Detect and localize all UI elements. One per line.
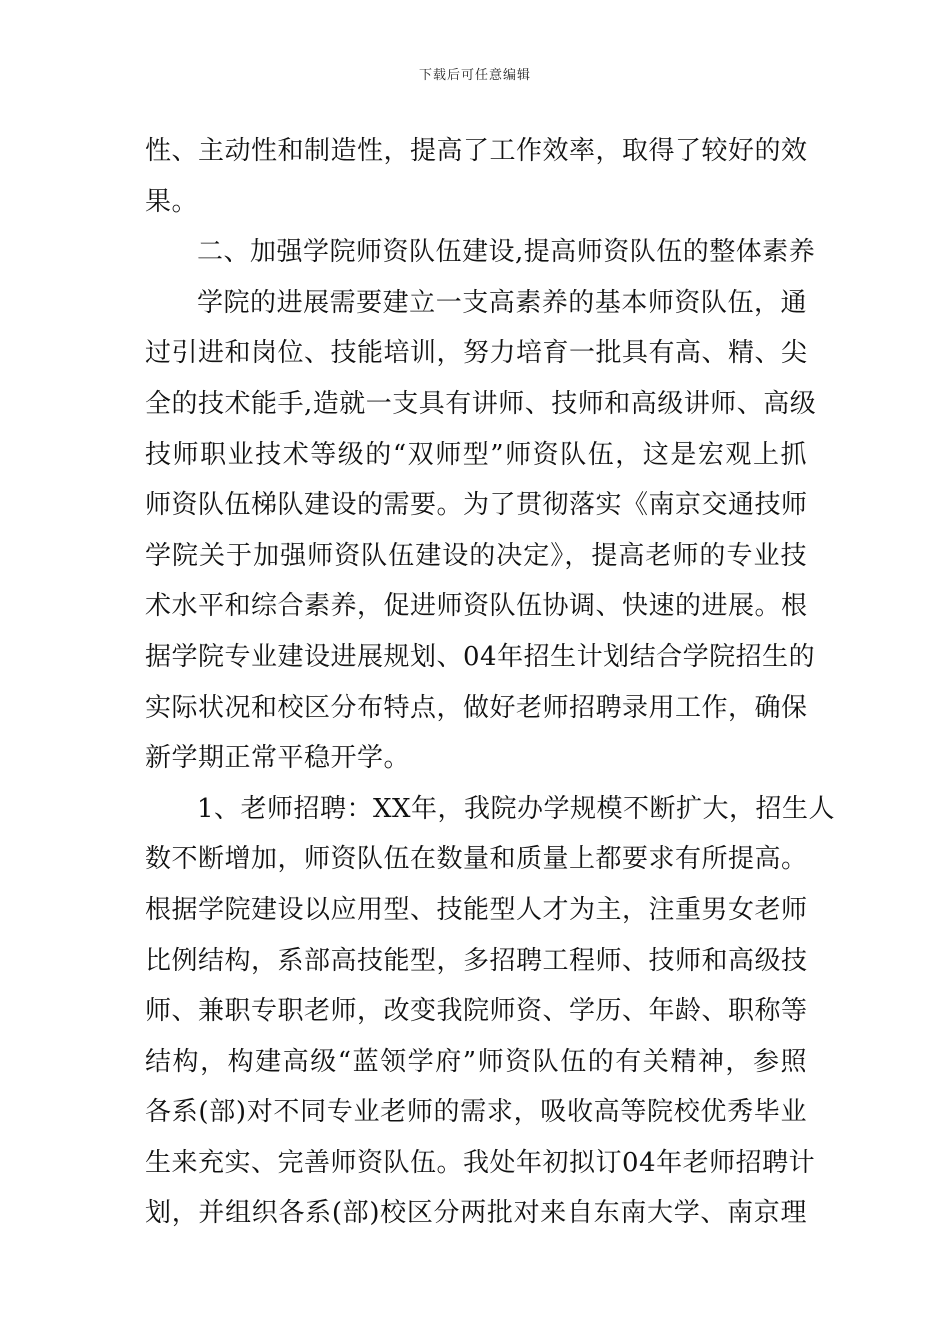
text-line: 新学期正常平稳开学。 (145, 743, 411, 774)
section-heading: 二、加强学院师资队伍建设,提高师资队伍的整体素养 (197, 237, 816, 268)
text-line: 果。 (145, 186, 199, 217)
text-line: 据学院专业建设进展规划、04年招生计划结合学院招生的 (145, 641, 816, 672)
text-line: 全的技术能手,造就一支具有讲师、技师和高级讲师、高级 (145, 388, 817, 419)
text-line: 划，并组织各系(部)校区分两批对来自东南大学、南京理 (145, 1198, 807, 1229)
page-header: 下载后可任意编辑 (418, 68, 531, 83)
document-body (145, 126, 836, 1239)
text-line: 1、老师招聘：XX年，我院办学规模不断扩大，招生人 (197, 793, 836, 824)
text-line: 根据学院建设以应用型、技能型人才为主，注重男女老师 (145, 894, 808, 925)
text-line: 生来充实、完善师资队伍。我处年初拟订04年老师招聘计 (145, 1147, 816, 1178)
text-line: 结构，构建高级“蓝领学府”师资队伍的有关精神，参照 (145, 1046, 807, 1077)
text-line: 师、兼职专职老师，改变我院师资、学历、年龄、职称等 (145, 996, 808, 1027)
text-line: 技师职业技术等级的“双师型”师资队伍，这是宏观上抓 (145, 439, 807, 470)
text-line: 术水平和综合素养，促进师资队伍协调、快速的进展。根 (145, 591, 808, 622)
text-line: 学院关于加强师资队伍建设的决定》，提高老师的专业技 (145, 540, 807, 571)
text-line: 实际状况和校区分布特点，做好老师招聘录用工作，确保 (145, 692, 808, 723)
text-line: 比例结构，系部高技能型，多招聘工程师、技师和高级技 (145, 945, 808, 976)
text-line: 各系(部)对不同专业老师的需求，吸收高等院校优秀毕业 (145, 1097, 807, 1128)
text-line: 过引进和岗位、技能培训，努力培育一批具有高、精、尖 (145, 338, 808, 369)
text-line: 师资队伍梯队建设的需要。为了贯彻落实《南京交通技师 (145, 490, 808, 521)
text-line: 性、主动性和制造性，提高了工作效率，取得了较好的效 (145, 136, 808, 166)
text-line: 数不断增加，师资队伍在数量和质量上都要求有所提高。 (145, 844, 808, 875)
text-line: 学院的进展需要建立一支高素养的基本师资队伍，通 (197, 287, 807, 318)
